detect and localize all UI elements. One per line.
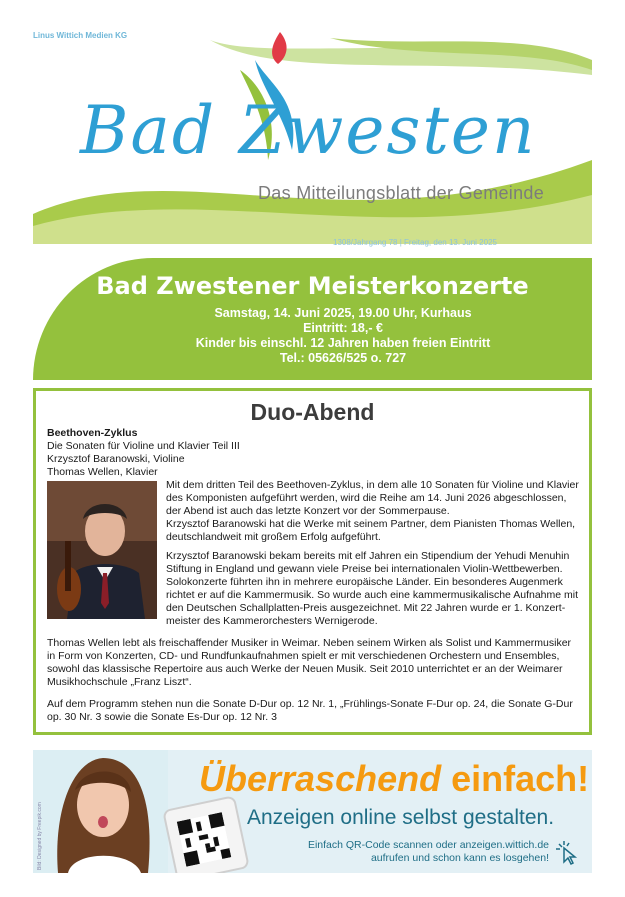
ad-headline-bold: einfach! bbox=[451, 758, 590, 799]
advertisement-banner[interactable] bbox=[33, 750, 592, 873]
article-paragraph: Thomas Wellen lebt als freischaffender Musiker in Weimar. Neben seinem Wirken als Solist und Kammermusiker in Form von Konzerten, CD- und Rundfunkaufnahmen spielt er mit verschiedenen Orchestern und Ensembles, sowohl das klassische Repertoire aus auch Werke der Neuen Musik. Seit 2010 unterrichtet er an der Weimarer Musikhochschule „Franz Liszt“. bbox=[47, 637, 572, 688]
article-column-right bbox=[166, 479, 580, 628]
musician-photo bbox=[47, 481, 157, 619]
ad-image-credit: Bild: Designed by Freepik.com bbox=[37, 802, 43, 870]
intro-line: Die Sonaten für Violine und Klavier Teil III bbox=[47, 440, 240, 452]
intro-line: Krzysztof Baranowski, Violine bbox=[47, 453, 185, 465]
article-intro bbox=[47, 427, 240, 479]
ad-small-line: aufrufen und schon kann es losgehen! bbox=[370, 852, 549, 864]
article-paragraph: Auf dem Programm stehen nun die Sonate D-Dur op. 12 Nr. 1, „Frühlings-Sonate F-Dur op. 24, die Sonate G-Dur op. 30 Nr. 3 sowie die Sonate Es-Dur op. 12 Nr. 3 bbox=[47, 698, 573, 723]
ad-woman-image bbox=[33, 750, 168, 873]
article-paragraph: Krzysztof Baranowski hat die Werke mit seinem Partner, dem Pianisten Thomas Wellen, deutschlandweit mit großem Erfolg aufgeführt. bbox=[166, 518, 576, 543]
banner-line-date: Samstag, 14. Juni 2025, 19.00 Uhr, Kurhaus bbox=[214, 306, 472, 320]
ad-headline bbox=[199, 758, 589, 800]
article-title: Duo-Abend bbox=[250, 399, 375, 425]
masthead-tagline: Das Mitteilungsblatt der Gemeinde bbox=[258, 183, 545, 203]
banner-line-phone: Tel.: 05626/525 o. 727 bbox=[279, 351, 407, 365]
ad-subline: Anzeigen online selbst gestalten. bbox=[247, 806, 555, 829]
musician-portrait-image bbox=[47, 481, 157, 619]
publisher-name: Linus Wittich Medien KG bbox=[33, 31, 128, 40]
ad-small-text bbox=[301, 839, 549, 865]
article-subtitle: Beethoven-Zyklus bbox=[47, 427, 138, 439]
ad-small-line: Einfach QR-Code scannen oder anzeigen.wittich.de bbox=[307, 839, 549, 851]
ad-headline-italic: Überraschend bbox=[199, 758, 442, 799]
logo-bad-zwesten: Bad Zwesten bbox=[80, 92, 537, 169]
qr-code-icon bbox=[177, 812, 232, 867]
article-box bbox=[33, 388, 592, 735]
issue-date-line: 1308/Jahrgang 78 | Freitag, den 13. Juni 2025 bbox=[333, 238, 497, 247]
phone-qr-graphic bbox=[162, 795, 250, 873]
article-paragraph: Mit dem dritten Teil des Beethoven-Zyklus, in dem alle 10 Sonaten für Violine und Klavier des Komponisten aufgeführt werden, wird die Reihe am 14. Juni 2026 abgeschlossen, der Abend ist auch das letzte Konzert vor der Sommerpause. bbox=[166, 479, 579, 517]
banner-details bbox=[93, 306, 593, 366]
cursor-click-icon bbox=[555, 840, 581, 866]
banner-line-children: Kinder bis einschl. 12 Jahren haben freien Eintritt bbox=[195, 336, 491, 350]
article-paragraph: Krzysztof Baranowski bekam bereits mit elf Jahren ein Stipendium der Yehudi Menuhin Stiftung in England und gewann viele Preise bei internationalen Violin-Wettbewerben. Solokonzerte führten ihn in mehrere europäische Länder. Ein besonderes Augenmerk richtet er auf die Kammermusik. So wurde auch eine kammermusikalische Aufnahme mit den Deutschen Schallplatten-Preis ausgezeichnet. Mit 22 Jahren wurde er 1. Konzertmeister des Kammerorchesters Wernigerode. bbox=[166, 550, 579, 627]
intro-line: Thomas Wellen, Klavier bbox=[47, 466, 158, 478]
banner-title: Bad Zwestener Meisterkonzerte bbox=[96, 272, 529, 300]
banner-line-price: Eintritt: 18,- € bbox=[303, 321, 383, 335]
issue-number: Nummer 24 bbox=[547, 35, 591, 44]
concert-banner bbox=[33, 258, 592, 380]
